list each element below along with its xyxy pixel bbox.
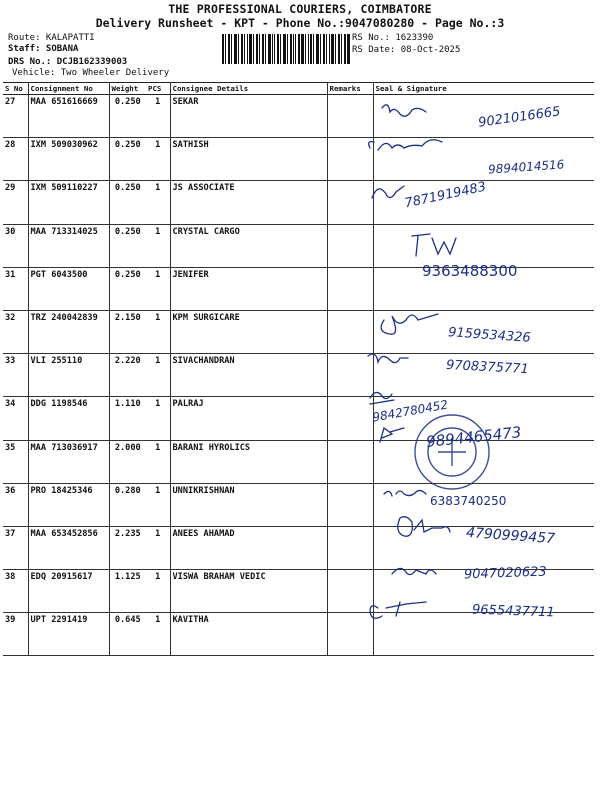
barcode-image — [222, 34, 350, 64]
consignee-name-cell: SEKAR — [170, 95, 327, 138]
seal-signature-cell — [373, 613, 594, 656]
consignee-name-cell: BARANI HYROLICS — [170, 440, 327, 483]
seal-signature-cell — [373, 95, 594, 138]
pcs-cell: 1 — [146, 181, 170, 224]
pcs-cell: 1 — [146, 224, 170, 267]
table-row — [3, 440, 594, 483]
col-header-pcs: PCS — [146, 83, 170, 95]
seal-signature-cell — [373, 181, 594, 224]
table-row — [3, 526, 594, 569]
seal-signature-cell — [373, 570, 594, 613]
sno-cell: 27 — [3, 95, 28, 138]
handwritten-phone-35: 9894465473 — [425, 423, 523, 451]
table-row — [3, 95, 594, 138]
consignee-name-cell: JENIFER — [170, 267, 327, 310]
handwritten-phone-27: 9021016665 — [477, 104, 562, 131]
consignee-name-cell: JS ASSOCIATE — [170, 181, 327, 224]
remarks-cell — [327, 267, 373, 310]
pcs-cell: 1 — [146, 138, 170, 181]
seal-signature-cell — [373, 354, 594, 397]
consignment-number-cell: DDG 1198546 — [28, 397, 109, 440]
pcs-cell: 1 — [146, 483, 170, 526]
weight-cell: 0.280 — [109, 483, 146, 526]
sno-cell: 33 — [3, 354, 28, 397]
remarks-cell — [327, 181, 373, 224]
sno-cell: 37 — [3, 526, 28, 569]
table-row — [3, 570, 594, 613]
remarks-cell — [327, 483, 373, 526]
sno-cell: 29 — [3, 181, 28, 224]
handwritten-phone-38: 9047020623 — [463, 564, 547, 583]
handwritten-phone-31: 9363488300 — [422, 262, 518, 280]
consignee-name-cell: UNNIKRISHNAN — [170, 483, 327, 526]
pcs-cell: 1 — [146, 440, 170, 483]
col-header-sno: S No — [3, 83, 28, 95]
route-label: Route: KALAPATTI — [8, 33, 95, 43]
col-header-consignee: Consignee Details — [170, 83, 327, 95]
seal-signature-cell — [373, 138, 594, 181]
pcs-cell: 1 — [146, 354, 170, 397]
consignment-number-cell: EDQ 20915617 — [28, 570, 109, 613]
handwritten-phone-36: 6383740250 — [430, 494, 507, 508]
weight-cell: 0.250 — [109, 224, 146, 267]
table-row — [3, 138, 594, 181]
remarks-cell — [327, 440, 373, 483]
pcs-cell: 1 — [146, 267, 170, 310]
consignment-number-cell: IXM 509030962 — [28, 138, 109, 181]
weight-cell: 2.235 — [109, 526, 146, 569]
seal-signature-cell — [373, 224, 594, 267]
consignment-number-cell: MAA 713036917 — [28, 440, 109, 483]
company-title: THE PROFESSIONAL COURIERS, COIMBATORE — [168, 2, 432, 16]
handwritten-phone-37: 4790999457 — [465, 524, 556, 548]
consignment-number-cell: TRZ 240042839 — [28, 310, 109, 353]
remarks-cell — [327, 354, 373, 397]
consignment-number-cell: MAA 651616669 — [28, 95, 109, 138]
rs-date: RS Date: 08-Oct-2025 — [352, 45, 461, 55]
handwritten-phone-29: 7871919483 — [403, 179, 488, 212]
table-row — [3, 181, 594, 224]
sno-cell: 32 — [3, 310, 28, 353]
sno-cell: 36 — [3, 483, 28, 526]
consignment-number-cell: PGT 6043500 — [28, 267, 109, 310]
handwritten-phone-28: 9894014516 — [487, 157, 565, 177]
consignment-number-cell: PRO 18425346 — [28, 483, 109, 526]
seal-signature-cell — [373, 440, 594, 483]
pcs-cell: 1 — [146, 613, 170, 656]
seal-signature-cell — [373, 397, 594, 440]
remarks-cell — [327, 526, 373, 569]
table-row — [3, 267, 594, 310]
table-row — [3, 224, 594, 267]
consignment-number-cell: VLI 255110 — [28, 354, 109, 397]
consignee-name-cell: CRYSTAL CARGO — [170, 224, 327, 267]
vehicle-label: Vehicle: Two Wheeler Delivery — [12, 68, 170, 78]
col-header-remarks: Remarks — [327, 83, 373, 95]
table-row — [3, 483, 594, 526]
sno-cell: 31 — [3, 267, 28, 310]
staff-label: Staff: SOBANA — [8, 44, 79, 54]
consignment-number-cell: MAA 653452856 — [28, 526, 109, 569]
weight-cell: 0.250 — [109, 138, 146, 181]
table-row — [3, 397, 594, 440]
weight-cell: 2.150 — [109, 310, 146, 353]
consignee-name-cell: SIVACHANDRAN — [170, 354, 327, 397]
remarks-cell — [327, 310, 373, 353]
table-row — [3, 310, 594, 353]
consignment-number-cell: IXM 509110227 — [28, 181, 109, 224]
runsheet-table — [3, 82, 594, 656]
sno-cell: 34 — [3, 397, 28, 440]
weight-cell: 2.000 — [109, 440, 146, 483]
weight-cell: 0.250 — [109, 95, 146, 138]
handwritten-phone-39: 9655437711 — [471, 602, 555, 621]
handwritten-phone-34: 9842780452 — [371, 397, 449, 425]
weight-cell: 0.250 — [109, 181, 146, 224]
seal-signature-cell — [373, 483, 594, 526]
consignment-number-cell: MAA 713314025 — [28, 224, 109, 267]
consignee-name-cell: ANEES AHAMAD — [170, 526, 327, 569]
col-header-weight: Weight — [109, 83, 146, 95]
consignment-number-cell: UPT 2291419 — [28, 613, 109, 656]
sno-cell: 28 — [3, 138, 28, 181]
weight-cell: 2.220 — [109, 354, 146, 397]
seal-signature-cell — [373, 267, 594, 310]
pcs-cell: 1 — [146, 526, 170, 569]
table-row — [3, 354, 594, 397]
consignee-name-cell: SATHISH — [170, 138, 327, 181]
weight-cell: 0.250 — [109, 267, 146, 310]
remarks-cell — [327, 224, 373, 267]
remarks-cell — [327, 95, 373, 138]
seal-signature-cell — [373, 526, 594, 569]
weight-cell: 0.645 — [109, 613, 146, 656]
handwritten-phone-32: 9159534326 — [447, 325, 532, 346]
col-header-signature: Seal & Signature — [373, 83, 594, 95]
runsheet-subtitle: Delivery Runsheet - KPT - Phone No.:9047080280 - Page No.:3 — [95, 16, 505, 30]
consignee-name-cell: PALRAJ — [170, 397, 327, 440]
pcs-cell: 1 — [146, 310, 170, 353]
sno-cell: 39 — [3, 613, 28, 656]
col-header-consignment: Consignment No — [28, 83, 109, 95]
pcs-cell: 1 — [146, 397, 170, 440]
remarks-cell — [327, 570, 373, 613]
sno-cell: 35 — [3, 440, 28, 483]
weight-cell: 1.125 — [109, 570, 146, 613]
seal-signature-cell — [373, 310, 594, 353]
pcs-cell: 1 — [146, 570, 170, 613]
rs-number: RS No.: 1623390 — [352, 33, 434, 43]
drs-number: DRS No.: DCJB162339003 — [8, 57, 128, 67]
pcs-cell: 1 — [146, 95, 170, 138]
remarks-cell — [327, 397, 373, 440]
consignee-name-cell: VISWA BRAHAM VEDIC — [170, 570, 327, 613]
weight-cell: 1.110 — [109, 397, 146, 440]
sno-cell: 38 — [3, 570, 28, 613]
handwritten-phone-33: 9708375771 — [445, 357, 530, 378]
consignee-name-cell: KAVITHA — [170, 613, 327, 656]
consignee-name-cell: KPM SURGICARE — [170, 310, 327, 353]
sno-cell: 30 — [3, 224, 28, 267]
remarks-cell — [327, 138, 373, 181]
table-header-row — [3, 83, 594, 95]
remarks-cell — [327, 613, 373, 656]
table-row — [3, 613, 594, 656]
